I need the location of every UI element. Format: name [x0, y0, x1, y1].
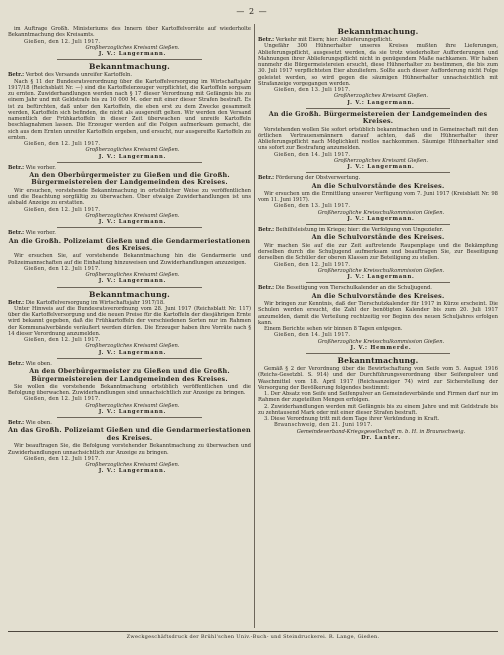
signature: J. V.: Langermann. [347, 99, 415, 106]
subject-label: Betr.: [8, 230, 25, 237]
dateline: Gießen, den 14. Juli 1917. [274, 332, 351, 339]
signature: J. V.: Langermann. [347, 215, 415, 222]
subject-text: Verkehr mit Eiern; hier: Ablieferungspflicht. [275, 37, 393, 43]
subject-text: Wie oben. [25, 420, 52, 427]
body-paragraph: Wir bringen zur Kenntnis, daß der Tierschutzkalender für 1917 in Kürze erscheint. Die Schulen werden ersucht, die Zahl der benötigten Kalender bis zum 20. Juli 1917 anzumelden, damit die Verteilung rechtzeitig vor Beginn des neuen Schuljahres erfolgen kann. [258, 301, 498, 326]
body-paragraph: im Auftrage Großh. Ministeriums des Innern über Kartoffelvorräte auf wiederholte Bekanntmachung des Kreisamts. [8, 26, 251, 39]
notice-heading: Bekanntmachung. [337, 27, 419, 36]
subject-text: Förderung der Obstverwertung. [275, 175, 361, 182]
subject-line [8, 230, 251, 236]
subject-label: Betr.: [258, 175, 275, 182]
subject-text: Beihilfeleistung im Kriege; hier: die Verfolgung von Ungeziefer. [275, 227, 444, 234]
body-paragraph: 3. Diese Verordnung tritt mit dem Tage ihrer Verkündung in Kraft. [264, 416, 440, 423]
dateline: Gießen, den 12. Juli 1917. [24, 38, 101, 45]
issuing-office: Großherzogliches Kreisamt Gießen. [85, 462, 180, 468]
subject-label: Betr.: [8, 420, 25, 427]
signature: J. V.: Langermann. [98, 51, 167, 57]
issuing-office: Großherzogliche Kreisschulkommission Gießen. [317, 338, 445, 345]
section-divider [57, 227, 203, 228]
body-paragraph: Gemäß § 2 der Verordnung über die Bewirtschaftung von Seife vom 5. August 1916 (Reichs-Gesetzbl. S. 914) und der Durchführungsverordnung über Seifenpulver und Waschmittel vom 18. April 1917 (Reichsanzeiger 74) wird zur Sicherstellung der Versorgung der Bevölkerung folgendes bestimmt: [258, 366, 498, 391]
body-paragraph: Unter Hinweis auf die Bundesratsverordnung vom 28. Juni 1917 (Reichsblatt Nr. 117) über die Kartoffelversorgung und die neuen Preise für die Kartoffeln der diesjährigen Ernte wird bekannt gegeben, daß die Frühkartoffeln der verschiedenen Sorten nur im Rahmen der Kommunalverbände veräußert werden dürfen. Die Erzeuger haben ihre Vorräte nach § 14 dieser Verordnung anzumelden. [8, 305, 251, 337]
addressee-heading: An die Großh. Bürgermeistereien der Landgemeinden des Kreises. [268, 109, 488, 126]
addressee-heading: An die Schulvorstände des Kreises. [311, 181, 445, 190]
subject-line [258, 175, 498, 181]
signature: J. V.: Langermann. [98, 278, 167, 285]
dateline: Gießen, den 12. Juli 1917. [24, 265, 101, 272]
signature: J. V.: Langermann. [98, 468, 167, 475]
notice-heading: Bekanntmachung. [88, 62, 171, 72]
issuing-office: Großherzogliches Kreisamt Gießen. [85, 44, 180, 51]
issuing-office: Großherzogliches Kreisamt Gießen. [333, 157, 429, 164]
right-column [258, 26, 498, 626]
dateline: Gießen, den 12. Juli 1917. [24, 396, 101, 403]
dateline: Gießen, den 13. Juli 1917. [274, 203, 351, 210]
subject-label: Betr.: [8, 360, 25, 367]
issuing-office: Großherzogliches Kreisamt Gießen. [85, 272, 180, 279]
issuing-office: Großherzogliches Kreisamt Gießen. [85, 343, 180, 350]
subject-text: Die Kartoffelversorgung im Wirtschaftsjahr 1917/18. [25, 299, 165, 306]
section-divider [57, 417, 203, 418]
addressee-heading: An das Großh. Polizeiamt Gießen und die Gendarmeriestationen des Kreises. [8, 426, 251, 442]
body-paragraph: 1. Der Absatz von Seife und Seifenpulver an Gemeindeverbände und Firmen darf nur im Rahmen der zugeteilten Mengen erfolgen. [258, 391, 498, 404]
issuing-office: Großherzogliches Kreisamt Gießen. [85, 402, 180, 409]
signature: J. V.: Langermann. [98, 219, 167, 226]
signature: J. V.: Langermann. [98, 153, 167, 160]
subject-text: Die Beseitigung von Tierschulkalender an die Schuljugend. [275, 285, 432, 292]
body-paragraph: Nach § 11 der Bundesratsverordnung über die Kartoffelversorgung im Wirtschaftsjahr 1917/18 (Reichsblatt Nr. —) sind die Kartoffelerzeuger verpflichtet, die Kartoffeln sorgsam zu ernten. Zuwiderhandlungen werden nach § 17 dieser Verordnung mit Gefängnis bis zu einem Jahr und mit Geldstrafe bis zu 10 000 M. oder mit einer dieser Strafen bestraft. Es ist zu befürchten, daß unter den Kartoffeln, die eben erst zu dem Zwecke gesammelt werden, Kartoffeln sich befinden, die nicht als ausgereift gelten. Wir werden den Versand namentlich der Frühkartoffeln in dieser Zeit überwachen und unreife Kartoffeln beschlagnahmen lassen. Die Erzeuger werden auf die Folgen aufmerksam gemacht, die sich aus dem Ernten unreifer Kartoffeln ergeben, und ersucht, nur ausgereifte Kartoffeln zu ernten. [8, 78, 251, 141]
subject-text: Verbot des Versands unreifer Kartoffeln. [25, 72, 133, 79]
dateline: Gießen, den 12. Juli 1917. [274, 261, 351, 268]
body-paragraph: Wir ersuchen, vorstehende Bekanntmachung in ortsüblicher Weise zu veröffentlichen und die Beachtung sorgfältig zu überwachen. Über etwaige Zuwiderhandlungen ist uns alsbald Anzeige zu erstatten. [8, 187, 251, 207]
subject-label: Betr.: [258, 227, 275, 234]
issuing-office: Großherzogliches Kreisamt Gießen. [85, 212, 180, 219]
section-divider [306, 282, 450, 283]
body-paragraph: Wir ersuchen um die Ermittlung unserer Verfügung vom 7. Juni 1917 (Kreisblatt Nr. 98 vom 11. Juni 1917). [258, 190, 498, 204]
dateline: Gießen, den 12. Juli 1917. [24, 141, 101, 147]
section-divider [306, 224, 450, 225]
issuing-office: Großherzogliches Kreisamt Gießen. [85, 147, 180, 154]
subject-label: Betr.: [8, 299, 25, 306]
subject-line [258, 285, 498, 291]
dateline: Gießen, den 12. Juli 1917. [24, 337, 101, 344]
body-paragraph: Vorstehenden wollen Sie sofort ortsüblich bekanntmachen und in Gemeinschaft mit den örtlichen Vertrauensmännern darauf achten, daß die Hühnerhalter ihrer Ablieferungspflicht nach Möglichkeit restlos nachkommen. Säumige Hühnerhalter sind uns sofort zur Bestrafung anzumelden. [258, 126, 498, 152]
body-paragraph: Wir beauftragen Sie, die Befolgung vorstehender Bekanntmachung zu überwachen und Zuwiderhandlungen unnachsichtlich zur Anzeige zu bringen. [8, 443, 251, 456]
subject-label: Betr.: [8, 72, 25, 79]
section-divider [306, 353, 450, 354]
dateline: Gießen, den 13. Juli 1917. [274, 87, 351, 93]
signature: Dr. Lanter. [361, 434, 401, 441]
signature: J. V.: Langermann. [347, 274, 415, 281]
addressee-heading: An die Schulvorstände des Kreises. [311, 233, 445, 242]
dateline: Gießen, den 12. Juli 1917. [24, 206, 101, 213]
signature: J. V.: Langermann. [98, 349, 167, 356]
subject-text: Wie vorher. [25, 230, 56, 237]
printer-imprint: Zweckgeschäftsdruck der Brühl'schen Univ.-Buch- und Steindruckerei. R. Lange, Gießen. [8, 631, 498, 640]
issuing-office: Großherzogliches Kreisamt Gießen. [333, 93, 429, 100]
body-paragraph: Sie wollen die vorstehende Bekanntmachung ortsüblich veröffentlichen und die Befolgung überwachen. Zuwiderhandlungen sind unnachsichtlich zur Anzeige zu bringen. [8, 383, 251, 397]
addressee-heading: An den Oberbürgermeister zu Gießen und die Großh. Bürgermeistereien der Landgemeinden des Kreises. [29, 367, 230, 383]
section-divider [57, 358, 203, 359]
left-column [8, 26, 251, 626]
signature: J. V.: Hemmerde. [350, 344, 412, 351]
issuing-office: Großherzogliche Kreisschulkommission Gießen. [317, 209, 445, 216]
body-paragraph: Ungefähr 300 Hühnerhalter unseres Kreises mußten ihre Lieferungen, Ablieferungspflicht, ausgesetzt werden, da sie trotz wiederholter Aufforderungen und Mahnungen ihrer Ablieferungspflicht nicht in genügendem Maße nachkamen. Wir haben nunmehr die Bürgermeistereien ersucht, diese Hühnerhalter zu bestimmen, die bis zum 30. Juli 1917 verpflichteten Eier abzuliefern. Sollte auch dieser Aufforderung nicht Folge geleistet werden, so wird gegen die säumigen Hühnerhalter unnachsichtlich mit Strafanzeige vorgegangen werden. [258, 43, 498, 87]
addressee-heading: An die Großh. Polizeiamt Gießen und die Gendarmeriestationen des Kreises. [8, 236, 251, 252]
subject-text: Wie vorher. [25, 164, 56, 171]
body-paragraph: Wir machen Sie auf die zur Zeit auftretende Raupenplage und die Bekämpfung derselben durch die Schuljugend aufmerksam und beauftragen Sie, zur Beseitigung derselben die Schüler der oberen Klassen zur Beteiligung zu stellen. [258, 242, 498, 262]
notice-heading: Bekanntmachung. [337, 356, 419, 366]
subject-label: Betr.: [8, 164, 25, 171]
body-paragraph: Wir ersuchen Sie, auf vorstehende Bekanntmachung hin die Gendarmerie und Polizeimannschaften auf die Einhaltung hinzuweisen und Zuwiderhandlungen anzuzeigen. [8, 253, 251, 266]
addressee-heading: An den Oberbürgermeister zu Gießen und die Großh. Bürgermeistereien der Landgemeinden des Kreises. [29, 171, 230, 187]
section-divider [306, 108, 450, 109]
subject-label: Betr.: [258, 37, 275, 43]
issuing-office: Großherzogliche Kreisschulkommission Gießen. [317, 267, 445, 274]
section-divider [57, 287, 203, 288]
column-divider [254, 24, 255, 628]
addressee-heading: An die Schulvorstände des Kreises. [311, 291, 445, 300]
body-paragraph: Einem Berichte sehen wir binnen 8 Tagen entgegen. [264, 326, 403, 333]
notice-heading: Bekanntmachung. [88, 289, 171, 299]
section-divider [306, 172, 450, 173]
signature: J. V.: Langermann. [98, 408, 167, 415]
subject-text: Wie oben. [25, 360, 52, 367]
section-divider [57, 162, 203, 163]
body-paragraph: 2. Zuwiderhandlungen werden mit Gefängnis bis zu einem Jahre und mit Geldstrafe bis zu zehntausend Mark oder mit einer dieser Strafen bestraft. [258, 403, 498, 416]
dateline: Braunschweig, den 21. Juni 1917. [274, 422, 373, 429]
dateline: Gießen, den 12. Juli 1917. [24, 455, 101, 462]
subject-label: Betr.: [258, 285, 275, 292]
dateline: Gießen, den 14. Juli 1917. [274, 151, 351, 158]
section-divider [57, 59, 203, 60]
page-number: — 2 — [236, 7, 268, 16]
signature: J. V.: Langermann. [347, 164, 415, 171]
issuing-office: Gemeindeverband-Kriegsgesellschaft m. b. H. in Braunschweig. [296, 428, 466, 435]
